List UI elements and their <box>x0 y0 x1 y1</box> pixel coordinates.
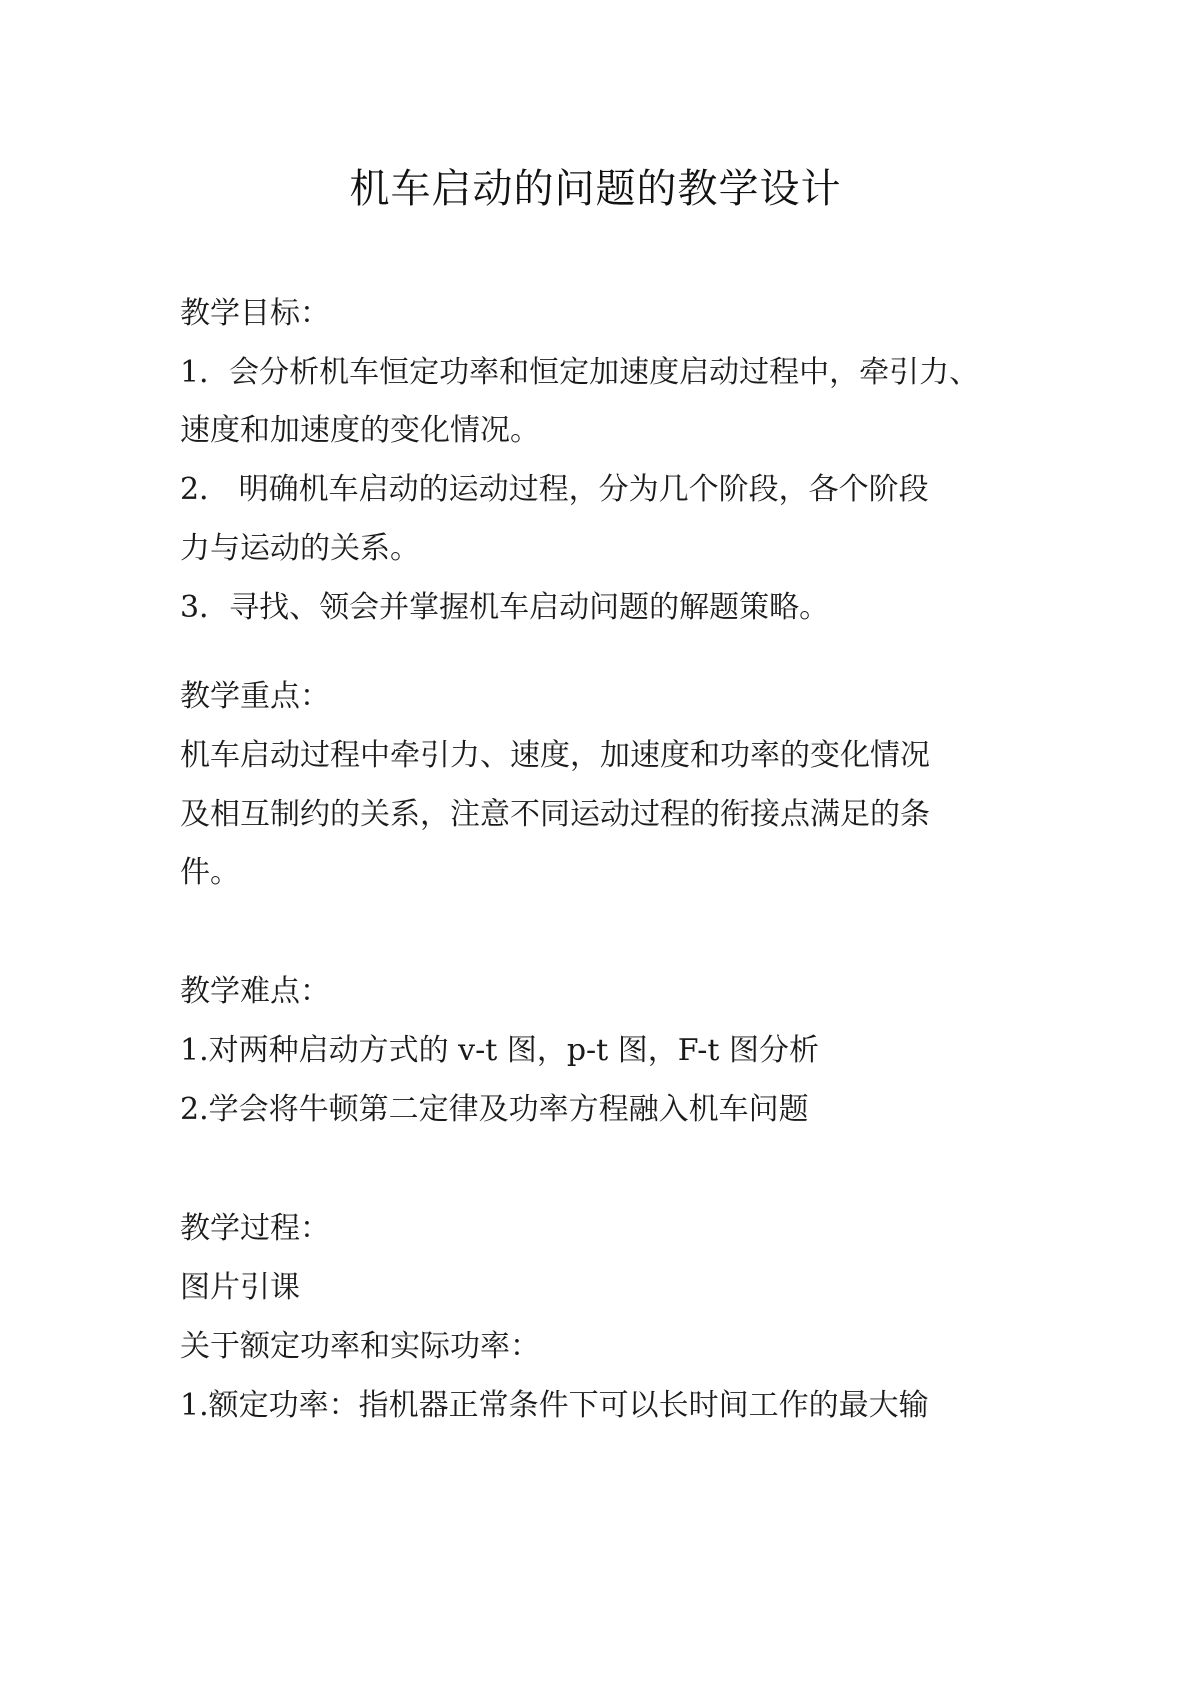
key-points-line: 及相互制约的关系，注意不同运动过程的衔接点满足的条 <box>180 797 930 832</box>
objective-line: 3．寻找、领会并掌握机车启动问题的解题策略。 <box>180 590 830 625</box>
objective-line: 力与运动的关系。 <box>180 531 420 566</box>
difficulty-item: 1.对两种启动方式的 v-t 图，p-t 图，F-t 图分析 <box>180 1033 819 1068</box>
key-points-line: 件。 <box>180 855 240 890</box>
objective-line: 1．会分析机车恒定功率和恒定加速度启动过程中，牵引力、 <box>180 355 980 390</box>
difficulties-heading: 教学难点： <box>180 974 330 1009</box>
document-title: 机车启动的问题的教学设计 <box>349 166 842 212</box>
objective-line: 2． 明确机车启动的运动过程，分为几个阶段，各个阶段 <box>180 472 929 507</box>
key-points-heading: 教学重点： <box>180 679 330 714</box>
process-heading: 教学过程： <box>180 1211 330 1246</box>
objectives-heading: 教学目标： <box>180 296 330 331</box>
process-line: 图片引课 <box>180 1270 300 1305</box>
key-points-line: 机车启动过程中牵引力、速度，加速度和功率的变化情况 <box>180 738 930 773</box>
objective-line: 速度和加速度的变化情况。 <box>180 413 540 448</box>
process-line: 1.额定功率：指机器正常条件下可以长时间工作的最大输 <box>180 1388 929 1423</box>
process-line: 关于额定功率和实际功率： <box>180 1329 540 1364</box>
difficulty-item: 2.学会将牛顿第二定律及功率方程融入机车问题 <box>180 1092 809 1127</box>
